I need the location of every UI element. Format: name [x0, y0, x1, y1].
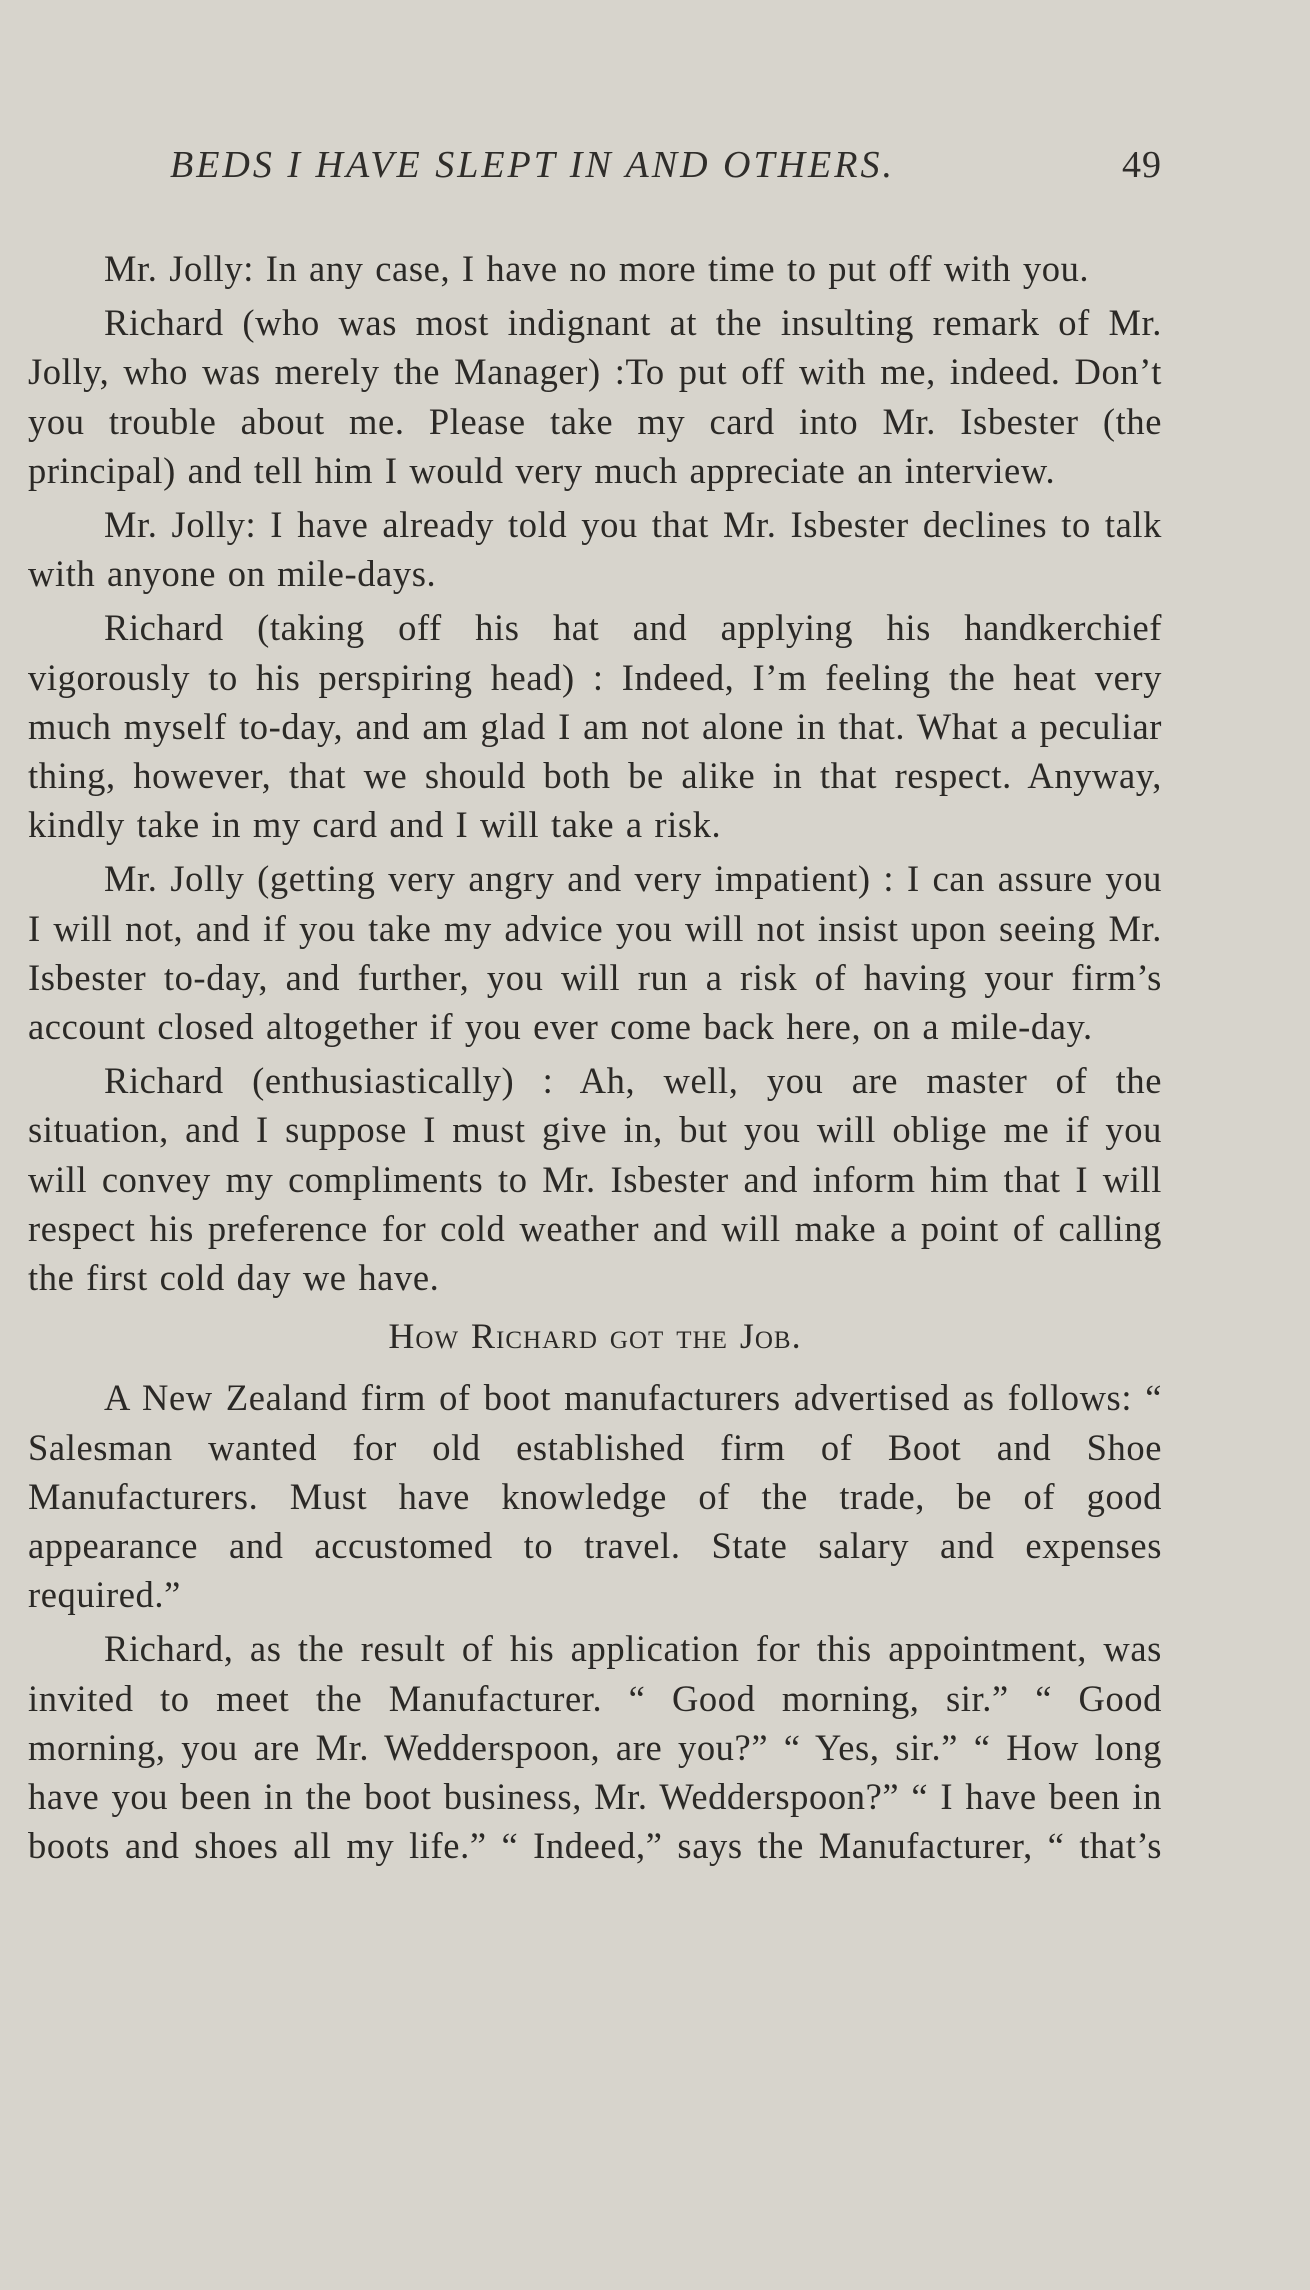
paragraph: Mr. Jolly: I have already told you that Mr. Isbester declines to talk with anyone on mile-days. — [28, 504, 1162, 595]
paragraph: Richard (who was most indignant at the insulting remark of Mr. Jolly, who was merely the Manager) :To put off with me, indeed. Don’t you trouble about me. Please take my card into Mr. Isbester (the principal) and tell him I would very much appreciate an interview. — [28, 302, 1162, 491]
running-header — [170, 143, 1162, 193]
paragraph: A New Zealand firm of boot manufacturers advertised as follows: “ Salesman wanted for old established firm of Boot and Shoe Manufacturers. Must have knowledge of the trade, be of good appearance and accustomed to travel. State salary and expenses required.” — [28, 1377, 1162, 1616]
page-number: 49 — [1122, 144, 1162, 186]
paragraph: Richard, as the result of his application for this appointment, was invited to meet the Manufacturer. “ Good morning, sir.” “ Good morning, you are Mr. Wedderspoon, are you?” “ Yes, sir.” “ How long have you been in the boot business, Mr. Wedderspoon?” “ I have been in boots and shoes all my life.” “ Indeed,” says the Manufacturer, “ that’s — [28, 1628, 1162, 1867]
paragraph: Mr. Jolly (getting very angry and very impatient) : I can assure you I will not, and if you take my advice you will not insist upon seeing Mr. Isbester to-day, and further, you will run a risk of having your firm’s account closed altogether if you ever come back here, on a mile-day. — [28, 858, 1162, 1048]
paragraph: Richard (enthusiastically) : Ah, well, you are master of the situation, and I suppose I must give in, but you will oblige me if you will convey my compliments to Mr. Isbester and inform him that I will respect his preference for cold weather and will make a point of calling the first cold day we have. — [28, 1060, 1162, 1299]
paragraph: Mr. Jolly: In any case, I have no more time to put off with you. — [104, 248, 1090, 289]
page-body — [28, 244, 1162, 1876]
paragraph: Richard (taking off his hat and applying his handkerchief vigorously to his perspiring head) : Indeed, I’m feeling the heat very much myself to-day, and am glad I am not alone in that. What a peculiar thing, however, that we should both be alike in that respect. Anyway, kindly take in my card and I will take a risk. — [28, 607, 1162, 846]
running-title: BEDS I HAVE SLEPT IN AND OTHERS. — [170, 144, 895, 186]
section-heading — [28, 1312, 1162, 1361]
section-heading-text: How Richard got the Job. — [388, 1316, 802, 1357]
